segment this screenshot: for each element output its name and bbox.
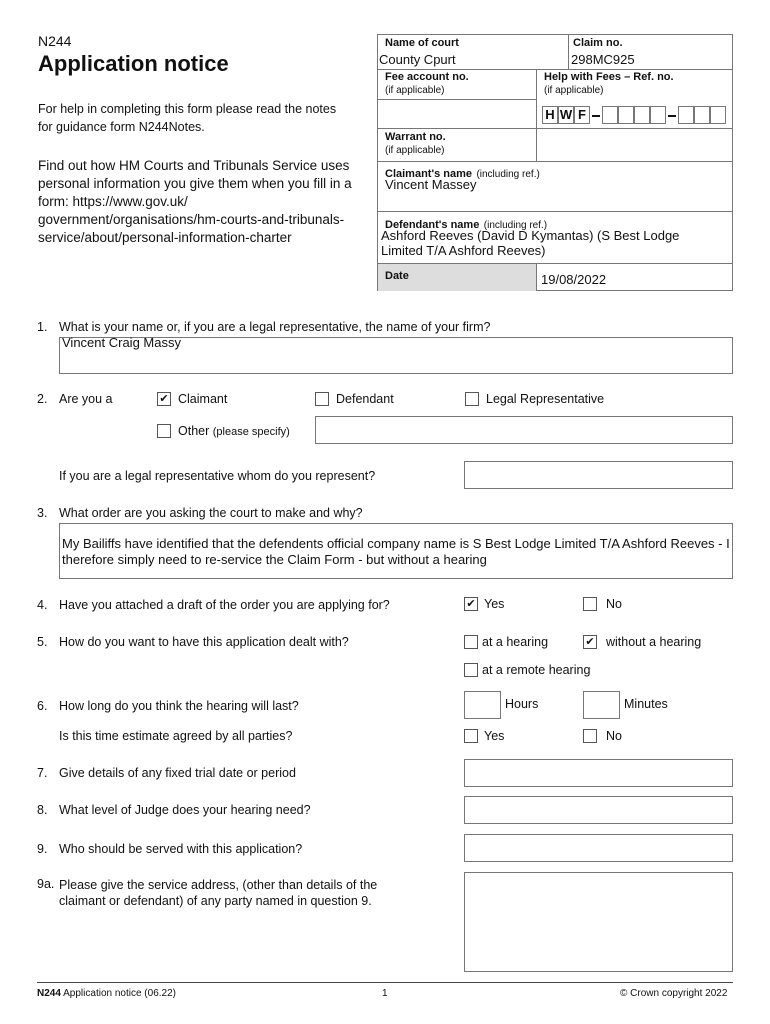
hwf-digit-box[interactable] xyxy=(618,106,634,124)
legal-rep-label: Legal Representative xyxy=(486,392,605,406)
q3-answer: My Bailiffs have identified that the defendents official company name is S Best Lodge Limited T/A Ashford Reeves - I therefore simply need to re-service the Claim Form - but without a hearing xyxy=(62,536,730,567)
defendant-name-label: Defendant's name xyxy=(385,219,480,231)
q8-number: 8. xyxy=(37,803,48,817)
claimant-name-value[interactable]: Vincent Massey xyxy=(385,177,477,192)
q1-answer: Vincent Craig Massy xyxy=(62,335,181,350)
q2-text: Are you a xyxy=(59,392,113,406)
trial-date-field[interactable] xyxy=(464,759,733,787)
at-hearing-checkbox[interactable] xyxy=(464,635,478,649)
minutes-label: Minutes xyxy=(624,697,668,711)
hwf-letter: H xyxy=(542,106,558,124)
q2-number: 2. xyxy=(37,392,48,406)
help-text: For help in completing this form please read the notes for guidance form N244Notes. xyxy=(38,102,337,134)
minutes-field[interactable] xyxy=(583,691,620,719)
defendant-name-sub: (including ref.) xyxy=(483,220,548,231)
q4-text: Have you attached a draft of the order you are applying for? xyxy=(59,598,390,612)
date-label: Date xyxy=(385,270,409,282)
q4-no-checkbox[interactable] xyxy=(583,597,597,611)
without-hearing-label: without a hearing xyxy=(606,635,702,649)
represent-field[interactable] xyxy=(464,461,733,489)
fee-account-label: Fee account no. xyxy=(385,71,469,83)
remote-hearing-label: at a remote hearing xyxy=(482,663,591,677)
q7-number: 7. xyxy=(37,766,48,780)
warrant-label: Warrant no. xyxy=(385,131,446,143)
q9a-text: Please give the service address, (other than details of the claimant or defendant) of any party named in question 9. xyxy=(59,878,378,908)
q9a-number: 9a. xyxy=(37,877,55,891)
fee-account-sub: (if applicable) xyxy=(385,85,445,96)
service-address-field[interactable] xyxy=(464,872,733,972)
hwf-digit-box[interactable] xyxy=(710,106,726,124)
q5-text: How do you want to have this application dealt with? xyxy=(59,635,349,649)
court-name-label: Name of court xyxy=(385,37,459,49)
help-with-fees-sub: (if applicable) xyxy=(544,85,604,96)
court-name-value[interactable]: County Cpurt xyxy=(379,52,456,67)
defendant-checkbox[interactable] xyxy=(315,392,329,406)
q4-no-label: No xyxy=(606,597,622,611)
agreed-no-label: No xyxy=(606,729,622,743)
agreed-no-checkbox[interactable] xyxy=(583,729,597,743)
hwf-digit-box[interactable] xyxy=(634,106,650,124)
q9-number: 9. xyxy=(37,842,48,856)
judge-level-field[interactable] xyxy=(464,796,733,824)
warrant-input[interactable] xyxy=(538,130,730,160)
q6-number: 6. xyxy=(37,699,48,713)
q3-text: What order are you asking the court to make and why? xyxy=(59,506,363,520)
hwf-digit-box[interactable] xyxy=(694,106,710,124)
hwf-digit-box[interactable] xyxy=(650,106,666,124)
form-code: N244 xyxy=(38,33,72,49)
q8-text: What level of Judge does your hearing need? xyxy=(59,803,311,817)
legal-rep-checkbox[interactable] xyxy=(465,392,479,406)
claimant-name-label: Claimant's name xyxy=(385,168,472,180)
hours-label: Hours xyxy=(505,697,539,711)
page-title: Application notice xyxy=(38,51,229,76)
q1-name-field[interactable] xyxy=(59,337,733,374)
copyright: © Crown copyright 2022 xyxy=(620,988,728,999)
served-field[interactable] xyxy=(464,834,733,862)
hwf-dash xyxy=(592,115,600,117)
date-value[interactable]: 19/08/2022 xyxy=(541,272,607,287)
q7-text: Give details of any fixed trial date or period xyxy=(59,766,296,780)
court-info-box xyxy=(377,34,733,291)
q6-text: How long do you think the hearing will last? xyxy=(59,699,299,713)
claimant-checkbox[interactable]: ✔ xyxy=(157,392,171,406)
help-with-fees-label: Help with Fees – Ref. no. xyxy=(544,71,674,83)
agreed-yes-label: Yes xyxy=(484,729,505,743)
other-sub-label: (please specify) xyxy=(212,426,290,438)
hwf-letter: F xyxy=(574,106,590,124)
remote-hearing-checkbox[interactable] xyxy=(464,663,478,677)
q5-number: 5. xyxy=(37,635,48,649)
privacy-notice: Find out how HM Courts and Tribunals Service uses personal information you give them when you fill in a form: https://www.gov.uk/ government/organisations/hm-courts-and-tribunals-service/about/personal-information-charter xyxy=(38,158,352,245)
hwf-digit-box[interactable] xyxy=(602,106,618,124)
hwf-digit-box[interactable] xyxy=(678,106,694,124)
q9-text: Who should be served with this application? xyxy=(59,842,303,856)
q4-yes-label: Yes xyxy=(484,597,505,611)
other-label: Other xyxy=(178,424,210,438)
page-number: 1 xyxy=(382,988,388,999)
q1-number: 1. xyxy=(37,320,48,334)
footer-divider xyxy=(37,982,733,983)
without-hearing-checkbox[interactable]: ✔ xyxy=(583,635,597,649)
warrant-sub: (if applicable) xyxy=(385,145,445,156)
at-hearing-label: at a hearing xyxy=(482,635,549,649)
defendant-label: Defendant xyxy=(336,392,394,406)
footer-code: N244 xyxy=(37,988,61,999)
q3-order-field[interactable] xyxy=(59,523,733,579)
hwf-dash xyxy=(668,115,676,117)
claimant-label: Claimant xyxy=(178,392,228,406)
represent-text: If you are a legal representative whom do you represent? xyxy=(59,469,376,483)
claim-no-label: Claim no. xyxy=(573,37,623,49)
q4-yes-checkbox[interactable]: ✔ xyxy=(464,597,478,611)
agreed-text: Is this time estimate agreed by all parties? xyxy=(59,729,293,743)
hwf-letter: W xyxy=(559,107,573,122)
defendant-name-value[interactable]: Ashford Reeves (David D Kymantas) (S Best Lodge Limited T/A Ashford Reeves) xyxy=(381,228,680,258)
agreed-yes-checkbox[interactable] xyxy=(464,729,478,743)
other-checkbox[interactable] xyxy=(157,424,171,438)
q4-number: 4. xyxy=(37,598,48,612)
hours-field[interactable] xyxy=(464,691,501,719)
q1-text: What is your name or, if you are a legal representative, the name of your firm? xyxy=(59,320,491,334)
q3-number: 3. xyxy=(37,506,48,520)
fee-account-input[interactable] xyxy=(380,100,534,127)
footer-form-name: Application notice (06.22) xyxy=(63,988,176,999)
claim-no-value[interactable]: 298MC925 xyxy=(571,52,635,67)
other-specify-field[interactable] xyxy=(315,416,733,444)
claimant-name-sub: (including ref.) xyxy=(476,169,540,180)
